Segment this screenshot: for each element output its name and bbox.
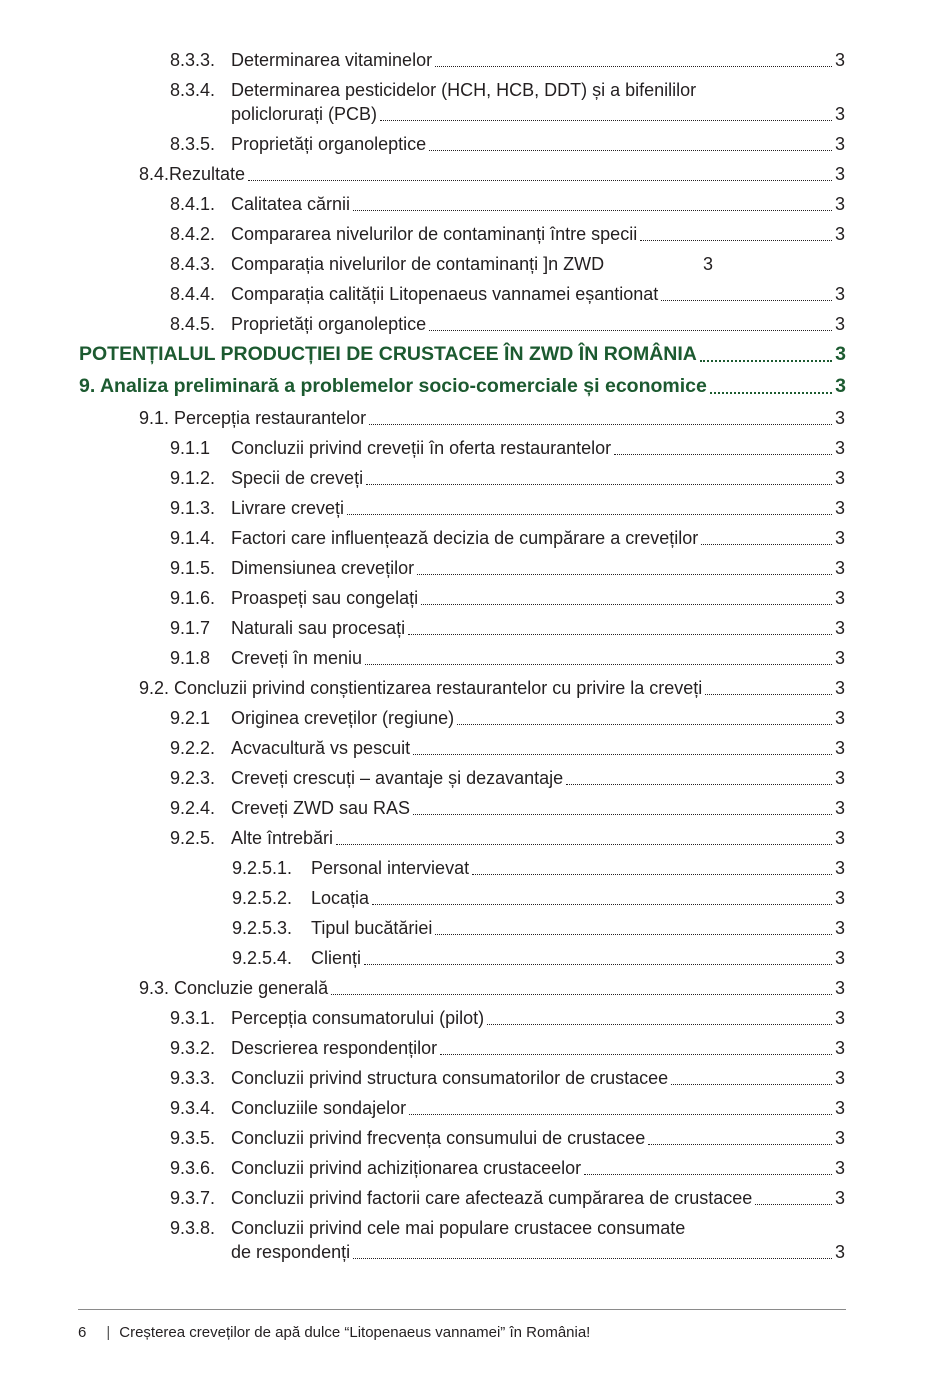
toc-entry[interactable] [0, 402, 950, 432]
toc-entry[interactable] [0, 278, 950, 308]
dot-leader [331, 994, 832, 995]
toc-entry-number: 8.4.4. [170, 284, 216, 304]
toc-entry[interactable] [0, 462, 950, 492]
toc-entry-number: 9.1.2. [170, 468, 216, 488]
dot-leader [336, 844, 832, 845]
toc-entry[interactable] [0, 308, 950, 338]
toc-entry-number: 9.1.7 [170, 618, 211, 638]
toc-entry-number: 9.3.1. [170, 1008, 216, 1028]
toc-entry-number: 9.1.4. [170, 528, 216, 548]
toc-chapter-heading[interactable] [0, 370, 950, 402]
toc-entry-title: 9. Analiza preliminară a problemelor socio-comerciale și economice [79, 375, 707, 397]
toc-entry[interactable] [0, 522, 950, 552]
toc-entry-number: 9.2.1 [170, 708, 211, 728]
toc-entry[interactable] [0, 912, 950, 942]
toc-entry[interactable] [0, 74, 950, 128]
toc-entry-title: Proprietăți organoleptice [231, 134, 427, 154]
dot-leader [435, 934, 832, 935]
toc-entry[interactable] [0, 1062, 950, 1092]
toc-entry-page: 3 [835, 375, 846, 397]
dot-leader [457, 724, 832, 725]
dot-leader [347, 514, 832, 515]
toc-entry-page: 3 [703, 254, 714, 274]
dot-leader [369, 424, 832, 425]
toc-entry-title: 8.4.Rezultate [139, 164, 246, 184]
toc-entry[interactable] [0, 1032, 950, 1062]
toc-entry-title: POTENȚIALUL PRODUCȚIEI DE CRUSTACEE ÎN ZWD ÎN ROMÂNIA [79, 343, 697, 365]
toc-entry-page: 3 [834, 648, 845, 668]
toc-entry-title: Dimensiunea creveților [231, 558, 415, 578]
toc-entry[interactable] [0, 942, 950, 972]
toc-entry-number: 8.4.3. [170, 254, 216, 274]
toc-entry-title: Livrare creveți [231, 498, 345, 518]
toc-entry[interactable] [0, 972, 950, 1002]
toc-entry-title: Alte întrebări [231, 828, 334, 848]
toc-entry-title: Specii de creveți [231, 468, 364, 488]
toc-entry-number: 9.2.5. [170, 828, 216, 848]
toc-entry-page: 3 [834, 408, 845, 428]
toc-entry-title: Creveți în meniu [231, 648, 363, 668]
toc-entry-title: Tipul bucătăriei [311, 918, 433, 938]
toc-entry-page: 3 [834, 528, 845, 548]
toc-entry-title: Determinarea vitaminelor [231, 50, 433, 70]
toc-entry-page: 3 [834, 588, 845, 608]
dot-leader [487, 1024, 832, 1025]
toc-entry-page: 3 [834, 768, 845, 788]
toc-entry-number: 9.2.2. [170, 738, 216, 758]
footer-title: Creșterea creveților de apă dulce “Litopenaeus vannamei” în România! [119, 1324, 591, 1341]
dot-leader [472, 874, 832, 875]
dot-leader [429, 330, 832, 331]
footer-separator: | [106, 1324, 111, 1341]
toc-entry[interactable] [0, 702, 950, 732]
dot-leader [380, 120, 832, 121]
dot-leader [429, 150, 832, 151]
dot-leader [413, 754, 832, 755]
toc-entry-number: 9.2.4. [170, 798, 216, 818]
toc-entry-page: 3 [835, 343, 846, 365]
toc-entry-page: 3 [834, 948, 845, 968]
toc-entry-page: 3 [834, 1068, 845, 1088]
toc-entry-page: 3 [834, 1098, 845, 1118]
toc-entry-title: Compararea nivelurilor de contaminanți între specii [231, 224, 638, 244]
toc-entry-number: 9.2.5.1. [232, 858, 293, 878]
toc-entry[interactable] [0, 642, 950, 672]
toc-entry[interactable] [0, 612, 950, 642]
dot-leader [584, 1174, 832, 1175]
toc-entry-title: Concluzii privind structura consumatorilor de crustacee [231, 1068, 669, 1088]
toc-entry-title: Naturali sau procesați [231, 618, 406, 638]
toc-entry-number: 8.4.5. [170, 314, 216, 334]
toc-entry[interactable] [0, 218, 950, 248]
page-footer [78, 1323, 590, 1343]
toc-entry-title: Proaspeți sau congelați [231, 588, 419, 608]
toc-entry-page: 3 [834, 678, 845, 698]
toc-entry-title: Acvacultură vs pescuit [231, 738, 411, 758]
toc-entry-title: Calitatea cărnii [231, 194, 351, 214]
dot-leader [417, 574, 832, 575]
toc-entry[interactable] [0, 1092, 950, 1122]
toc-entry-title: 9.3. Concluzie generală [139, 978, 329, 998]
dot-leader [353, 1258, 832, 1259]
toc-entry[interactable] [0, 1182, 950, 1212]
toc-entry-title: Comparația calității Litopenaeus vannamei eșantionat [231, 284, 659, 304]
dot-leader [705, 694, 832, 695]
toc-entry-page: 3 [834, 798, 845, 818]
toc-entry-page: 3 [834, 224, 845, 244]
toc-entry-page: 3 [834, 738, 845, 758]
toc-entry-page: 3 [834, 194, 845, 214]
toc-entry[interactable] [0, 852, 950, 882]
toc-entry[interactable] [0, 492, 950, 522]
toc-entry-number: 9.1.3. [170, 498, 216, 518]
toc-entry-number: 9.1.8 [170, 648, 211, 668]
dot-leader [365, 664, 832, 665]
toc-entry-title: Creveți crescuți – avantaje și dezavantaje [231, 768, 564, 788]
toc-entry-page: 3 [834, 858, 845, 878]
toc-entry[interactable] [0, 1002, 950, 1032]
toc-entry-page: 3 [834, 438, 845, 458]
dot-leader [710, 392, 832, 394]
toc-entry-title: Concluzii privind cele mai populare crustacee consumate de respondenți [231, 1218, 686, 1262]
toc-entry-number: 9.3.2. [170, 1038, 216, 1058]
toc-entry-title: Originea creveților (regiune) [231, 708, 455, 728]
toc-entry-page: 3 [834, 284, 845, 304]
toc-entry-number: 9.3.6. [170, 1158, 216, 1178]
toc-entry-number: 8.4.1. [170, 194, 216, 214]
toc-entry-title: Proprietăți organoleptice [231, 314, 427, 334]
toc-entry[interactable] [0, 44, 950, 74]
toc-entry-page: 3 [834, 1128, 845, 1148]
dot-leader [421, 604, 832, 605]
toc-entry-title: Descrierea respondenților [231, 1038, 438, 1058]
toc-entry-title: Creveți ZWD sau RAS [231, 798, 411, 818]
toc-entry-title: 9.2. Concluzii privind conștientizarea restaurantelor cu privire la creveți [139, 678, 703, 698]
dot-leader [409, 1114, 832, 1115]
toc-entry-page: 3 [834, 558, 845, 578]
toc-entry-title: Clienți [311, 948, 362, 968]
toc-entry-number: 9.3.7. [170, 1188, 216, 1208]
toc-entry-page: 3 [834, 1008, 845, 1028]
dot-leader [661, 300, 832, 301]
toc-entry-number: 9.2.5.3. [232, 918, 293, 938]
toc-entry-number: 9.3.5. [170, 1128, 216, 1148]
toc-entry-title: 9.1. Percepția restaurantelor [139, 408, 367, 428]
toc-chapter-heading[interactable] [0, 338, 950, 370]
toc-entry[interactable] [0, 188, 950, 218]
toc-entry-page: 3 [834, 134, 845, 154]
dot-leader [372, 904, 832, 905]
dot-leader [755, 1204, 832, 1205]
toc-entry-page: 3 [834, 498, 845, 518]
dot-leader [435, 66, 832, 67]
toc-entry[interactable] [0, 822, 950, 852]
toc-entry-number: 8.3.3. [170, 50, 216, 70]
dot-leader [701, 544, 832, 545]
toc-entry-number: 8.3.5. [170, 134, 216, 154]
toc-entry[interactable] [0, 432, 950, 462]
dot-leader [700, 360, 832, 362]
toc-entry-number: 9.2.3. [170, 768, 216, 788]
dot-leader [413, 814, 832, 815]
toc-entry-page: 3 [834, 918, 845, 938]
toc-entry-page: 3 [834, 50, 845, 70]
footer-divider [78, 1309, 846, 1310]
dot-leader [408, 634, 832, 635]
dot-leader [640, 240, 832, 241]
toc-entry[interactable] [0, 582, 950, 612]
toc-entry-number: 9.2.5.4. [232, 948, 293, 968]
dot-leader [353, 210, 832, 211]
toc-entry[interactable] [0, 762, 950, 792]
toc-entry-page: 3 [834, 1158, 845, 1178]
toc-entry-number: 9.1.6. [170, 588, 216, 608]
toc-entry-page: 3 [834, 828, 845, 848]
toc-entry-number: 8.3.4. [170, 80, 216, 100]
toc-entry-title: Factori care influențează decizia de cumpărare a creveților [231, 528, 699, 548]
toc-entry-page: 3 [834, 1188, 845, 1208]
toc-entry-page: 3 [834, 1038, 845, 1058]
toc-entry[interactable] [0, 792, 950, 822]
dot-leader [671, 1084, 832, 1085]
toc-entry-page: 3 [834, 468, 845, 488]
dot-leader [566, 784, 832, 785]
toc-entry-number: 8.4.2. [170, 224, 216, 244]
page-number: 6 [78, 1324, 87, 1341]
toc-entry-title: Locația [311, 888, 370, 908]
toc-entry-title: Percepția consumatorului (pilot) [231, 1008, 485, 1028]
toc-entry-page: 3 [834, 104, 845, 124]
toc-entry-title: Concluzii privind frecvența consumului de crustacee [231, 1128, 646, 1148]
toc-entry[interactable] [0, 248, 950, 278]
dot-leader [440, 1054, 832, 1055]
toc-entry-number: 9.3.4. [170, 1098, 216, 1118]
toc-entry[interactable] [0, 1212, 950, 1266]
toc-entry-page: 3 [834, 978, 845, 998]
toc-entry[interactable] [0, 128, 950, 158]
toc-entry-page: 3 [834, 708, 845, 728]
toc-entry[interactable] [0, 882, 950, 912]
toc-entry-title: Concluzii privind creveții în oferta restaurantelor [231, 438, 612, 458]
table-of-contents [0, 44, 950, 1266]
toc-entry[interactable] [0, 1152, 950, 1182]
toc-entry-title: Determinarea pesticidelor (HCH, HCB, DDT) și a bifenililor policlorurați (PCB) [231, 80, 697, 124]
toc-entry-page: 3 [834, 314, 845, 334]
toc-entry-page: 3 [834, 1242, 845, 1262]
dot-leader [366, 484, 832, 485]
toc-entry-title: Comparația nivelurilor de contaminanți ]n ZWD [231, 254, 605, 274]
toc-entry-page: 3 [834, 618, 845, 638]
toc-entry-page: 3 [834, 164, 845, 184]
dot-leader [364, 964, 832, 965]
toc-entry-number: 9.2.5.2. [232, 888, 293, 908]
toc-entry-number: 9.3.3. [170, 1068, 216, 1088]
toc-entry[interactable] [0, 672, 950, 702]
toc-entry[interactable] [0, 732, 950, 762]
toc-entry-number: 9.1.5. [170, 558, 216, 578]
dot-leader [248, 180, 832, 181]
dot-leader [648, 1144, 832, 1145]
toc-entry-title: Concluzii privind factorii care afectează cumpărarea de crustacee [231, 1188, 753, 1208]
toc-entry-title: Personal intervievat [311, 858, 470, 878]
toc-entry-title: Concluziile sondajelor [231, 1098, 407, 1118]
toc-entry[interactable] [0, 1122, 950, 1152]
toc-entry[interactable] [0, 158, 950, 188]
toc-entry-number: 9.3.8. [170, 1218, 216, 1238]
dot-leader [614, 454, 832, 455]
toc-entry-title: Concluzii privind achiziționarea crustaceelor [231, 1158, 582, 1178]
toc-entry[interactable] [0, 552, 950, 582]
toc-entry-number: 9.1.1 [170, 438, 211, 458]
toc-entry-page: 3 [834, 888, 845, 908]
